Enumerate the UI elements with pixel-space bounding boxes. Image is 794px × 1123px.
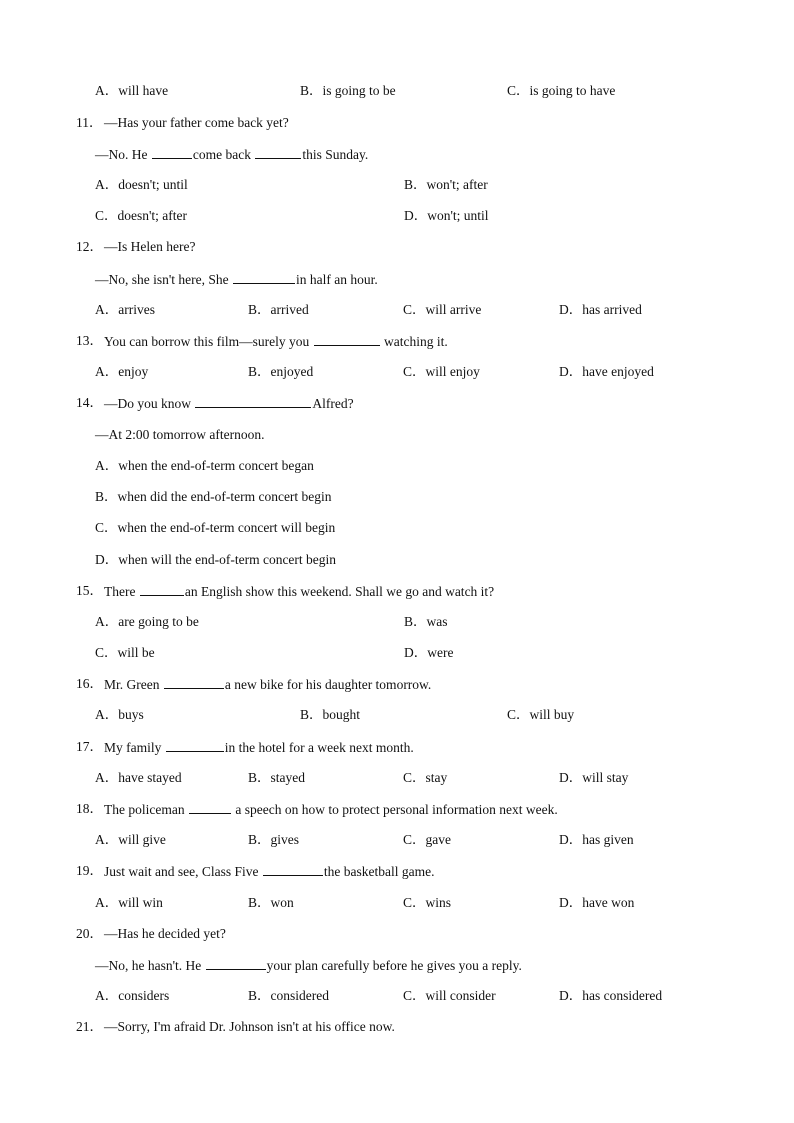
q15-option-a: A．are going to be — [95, 614, 199, 629]
q18-option-d: D．has given — [559, 832, 634, 847]
q14-number: 14． — [76, 395, 103, 410]
q16-number: 16． — [76, 676, 103, 691]
q17-option-c: C．stay — [403, 770, 448, 785]
q21-number: 21． — [76, 1019, 103, 1034]
q13-stem-post: watching it. — [380, 334, 448, 349]
q20-option-a: A．considers — [95, 988, 170, 1003]
q13-option-a: A．enjoy — [95, 364, 149, 379]
q18-stem-post: a speech on how to protect personal information next week. — [231, 802, 558, 817]
answer-blank — [164, 674, 224, 689]
q19-option-c: C．wins — [403, 895, 452, 910]
q15-stem-pre: There — [104, 584, 139, 599]
q14-option-d: D．when will the end-of-term concert begin — [95, 552, 337, 567]
q17-option-a: A．have stayed — [95, 770, 182, 785]
q16-stem-pre: Mr. Green — [104, 677, 163, 692]
q16-option-c: C．will buy — [507, 707, 575, 722]
q18-stem-pre: The policeman — [104, 802, 188, 817]
q19-number: 19． — [76, 863, 103, 878]
q11-option-a: A．doesn't; until — [95, 177, 188, 192]
q12-option-c: C．will arrive — [403, 302, 482, 317]
answer-blank — [189, 799, 231, 814]
answer-blank — [314, 331, 380, 346]
q20-number: 20． — [76, 926, 103, 941]
q17-option-b: B．stayed — [248, 770, 305, 785]
q18-option-b: B．gives — [248, 832, 300, 847]
q12-option-b: B．arrived — [248, 302, 309, 317]
q14-stem-post: Alfred? — [312, 396, 354, 411]
q15-number: 15． — [76, 583, 103, 598]
q18-option-c: C．gave — [403, 832, 451, 847]
q14-sub-text: —At 2:00 tomorrow afternoon. — [95, 427, 265, 442]
q19-option-b: B．won — [248, 895, 294, 910]
answer-blank — [195, 393, 311, 408]
q10-option-b: B．is going to be — [300, 83, 396, 98]
q14-stem-pre: —Do you know — [104, 396, 195, 411]
q11-sub-mid: come back — [192, 147, 255, 162]
q13-stem-pre: You can borrow this film—surely you — [104, 334, 313, 349]
q13-option-b: B．enjoyed — [248, 364, 314, 379]
q19-stem-pre: Just wait and see, Class Five — [104, 864, 262, 879]
q13-option-c: C．will enjoy — [403, 364, 480, 379]
q20-sub-post: your plan carefully before he gives you a reply. — [266, 958, 522, 973]
q11-number: 11． — [76, 115, 103, 130]
q19-option-d: D．have won — [559, 895, 635, 910]
q12-sub-pre: —No, she isn't here, She — [95, 272, 233, 287]
q18-option-a: A．will give — [95, 832, 166, 847]
answer-blank — [263, 861, 323, 876]
q12-option-d: D．has arrived — [559, 302, 642, 317]
q20-option-c: C．will consider — [403, 988, 496, 1003]
q16-stem-post: a new bike for his daughter tomorrow. — [224, 677, 432, 692]
q16-option-a: A．buys — [95, 707, 144, 722]
answer-blank — [140, 581, 184, 596]
q11-sub-post: this Sunday. — [302, 147, 369, 162]
q14-option-a: A．when the end-of-term concert began — [95, 458, 314, 473]
q20-sub-pre: —No, he hasn't. He — [95, 958, 205, 973]
q14-option-c: C．when the end-of-term concert will begin — [95, 520, 336, 535]
q12-option-a: A．arrives — [95, 302, 155, 317]
q11-option-d: D．won't; until — [404, 208, 489, 223]
q12-sub-post: in half an hour. — [296, 272, 378, 287]
q13-option-d: D．have enjoyed — [559, 364, 654, 379]
answer-blank — [152, 144, 192, 159]
q20-option-b: B．considered — [248, 988, 329, 1003]
answer-blank — [166, 737, 224, 752]
q21-stem-text: —Sorry, I'm afraid Dr. Johnson isn't at his office now. — [104, 1019, 395, 1034]
q13-number: 13． — [76, 333, 103, 348]
q20-option-d: D．has considered — [559, 988, 663, 1003]
q12-stem-text: —Is Helen here? — [104, 239, 196, 254]
q11-option-c: C．doesn't; after — [95, 208, 188, 223]
q20-stem-text: —Has he decided yet? — [104, 926, 226, 941]
q17-stem-post: in the hotel for a week next month. — [224, 740, 414, 755]
q18-number: 18． — [76, 801, 103, 816]
q11-stem-text: —Has your father come back yet? — [104, 115, 289, 130]
q16-option-b: B．bought — [300, 707, 361, 722]
answer-blank — [233, 269, 295, 284]
q15-stem-post: an English show this weekend. Shall we go and watch it? — [184, 584, 495, 599]
q10-option-c: C．is going to have — [507, 83, 616, 98]
q11-option-b: B．won't; after — [404, 177, 488, 192]
answer-blank — [255, 144, 301, 159]
q15-option-c: C．will be — [95, 645, 155, 660]
q19-option-a: A．will win — [95, 895, 163, 910]
q15-option-d: D．were — [404, 645, 454, 660]
q14-option-b: B．when did the end-of-term concert begin — [95, 489, 332, 504]
q15-option-b: B．was — [404, 614, 448, 629]
q12-number: 12． — [76, 239, 103, 254]
answer-blank — [206, 955, 266, 970]
q17-number: 17． — [76, 739, 103, 754]
q19-stem-post: the basketball game. — [323, 864, 435, 879]
q10-option-a: A．will have — [95, 83, 169, 98]
q17-option-d: D．will stay — [559, 770, 629, 785]
q11-sub-pre: —No. He — [95, 147, 151, 162]
q17-stem-pre: My family — [104, 740, 165, 755]
